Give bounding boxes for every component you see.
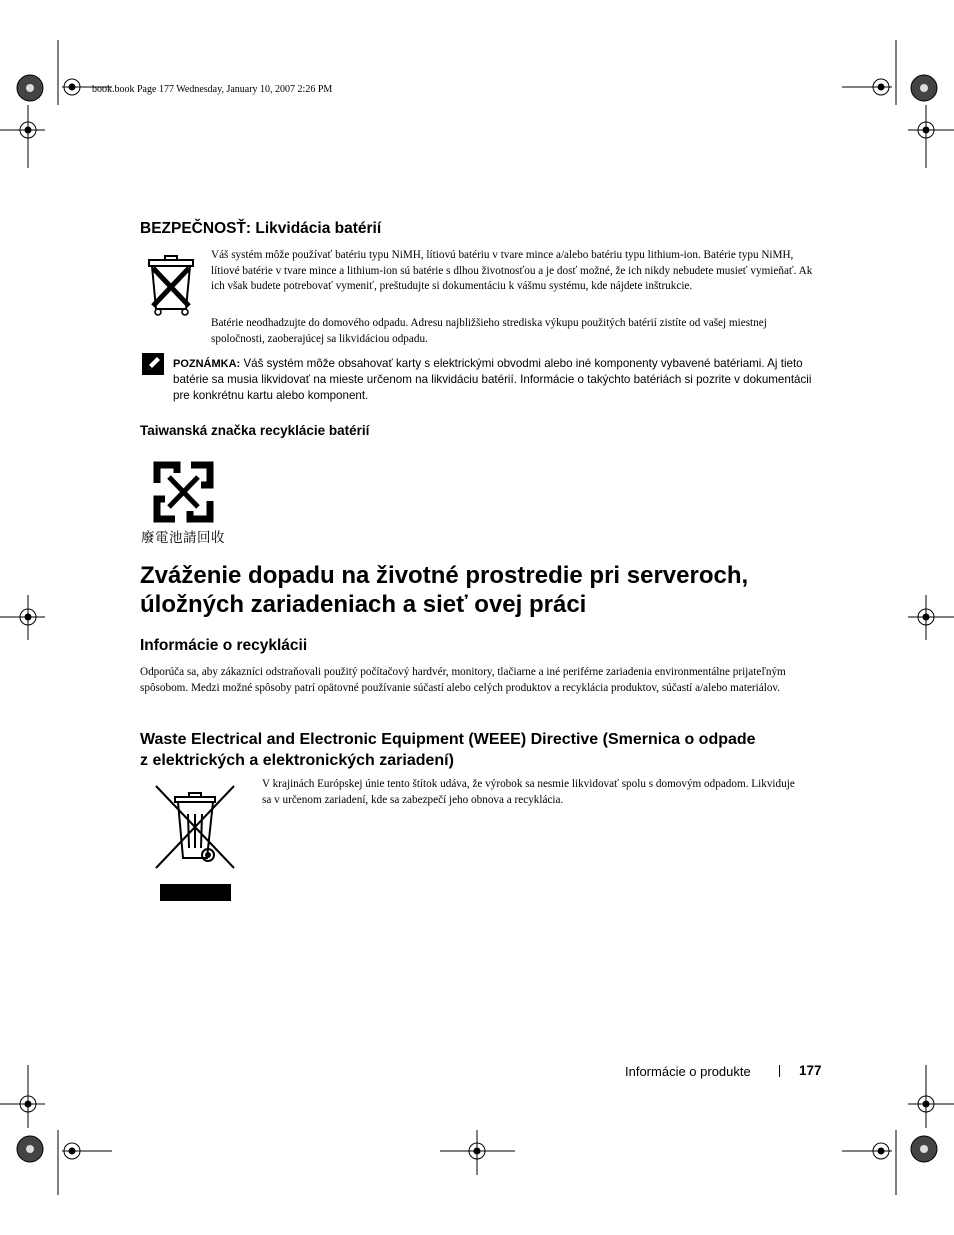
- battery-disposal-heading: BEZPEČNOSŤ: Likvidácia batérií: [140, 220, 382, 237]
- weee-heading-line-1: Waste Electrical and Electronic Equipment (WEEE) Directive (Smernica o odpade: [140, 731, 756, 748]
- recycling-mark-icon: [153, 461, 214, 523]
- chapter-title-line-2: úložných zariadeniach a sieť ovej práci: [140, 591, 587, 618]
- note-label: POZNÁMKA:: [173, 358, 241, 370]
- recycling-paragraph: Odporúča sa, aby zákazníci odstraňovali použitý počítačový hardvér, monitory, tlačiarne a iné periférne zariadenia environmentálne prijateľným spôsobom. Medzi možné spôsoby patrí opätovné používanie súčastí alebo celých produktov a recyklácia produktov, súčastí a/alebo materiálov.: [140, 666, 786, 694]
- battery-disposal-paragraph-2: Batérie neodhadzujte do domového odpadu. Adresu najbližšieho strediska výkupu použitých batérií zistíte od vašej miestnej spoločnosti, zaoberajúcej sa likvidáciou odpadu.: [211, 317, 767, 345]
- footer-label: Informácie o produkte: [625, 1064, 751, 1079]
- print-header: book.book Page 177 Wednesday, January 10, 2007 2:26 PM: [92, 84, 333, 95]
- recycling-heading: Informácie o recyklácii: [140, 637, 308, 654]
- page-number: 177: [799, 1063, 822, 1078]
- weee-bin-icon: [153, 784, 239, 904]
- weee-heading: [140, 729, 840, 771]
- pencil-note-icon: [142, 353, 164, 375]
- note-text: Váš systém môže obsahovať karty s elektrickými obvodmi alebo iné komponenty vybavené batériami. Aj tieto batérie sa musia likvidovať na mieste určenom na likvidáciu batérií. Informácie o takýchto batériách si pozrite v dokumentácii pre konkrétnu kartu alebo komponent.: [173, 357, 812, 402]
- weee-heading-line-2: z elektrických a elektronických zariadení): [140, 752, 454, 769]
- weee-paragraph: V krajinách Európskej únie tento štítok udáva, že výrobok sa nesmie likvidovať spolu s domovým odpadom. Likviduje sa v určenom zariadení, kde sa zabezpečí jeho obnova a recyklácia.: [262, 778, 795, 806]
- crossed-out-bin-icon: [143, 254, 199, 320]
- chapter-title: [140, 561, 900, 619]
- battery-disposal-paragraph-1: Váš systém môže používať batériu typu NiMH, lítiovú batériu v tvare mince a/alebo batériu typu lithium-ion. Batérie typu NiMH, lítiové batérie v tvare mince a lithium-ion sú batérie s dlhou životnosťou a je dosť možné, že ich nikdy nebudete musieť vymieňať. Ak ich však budete potrebovať vymeniť, preštudujte si dokumentáciu k vášmu systému, kde nájdete inštrukcie.: [211, 249, 813, 293]
- note-text-block: [173, 356, 818, 404]
- taiwan-recycling-caption: 廢電池請回收: [141, 530, 225, 545]
- chapter-title-line-1: Zváženie dopadu na životné prostredie pri serveroch,: [140, 562, 749, 589]
- footer-separator: [779, 1065, 780, 1077]
- taiwan-recycling-heading: Taiwanská značka recyklácie batérií: [140, 423, 370, 438]
